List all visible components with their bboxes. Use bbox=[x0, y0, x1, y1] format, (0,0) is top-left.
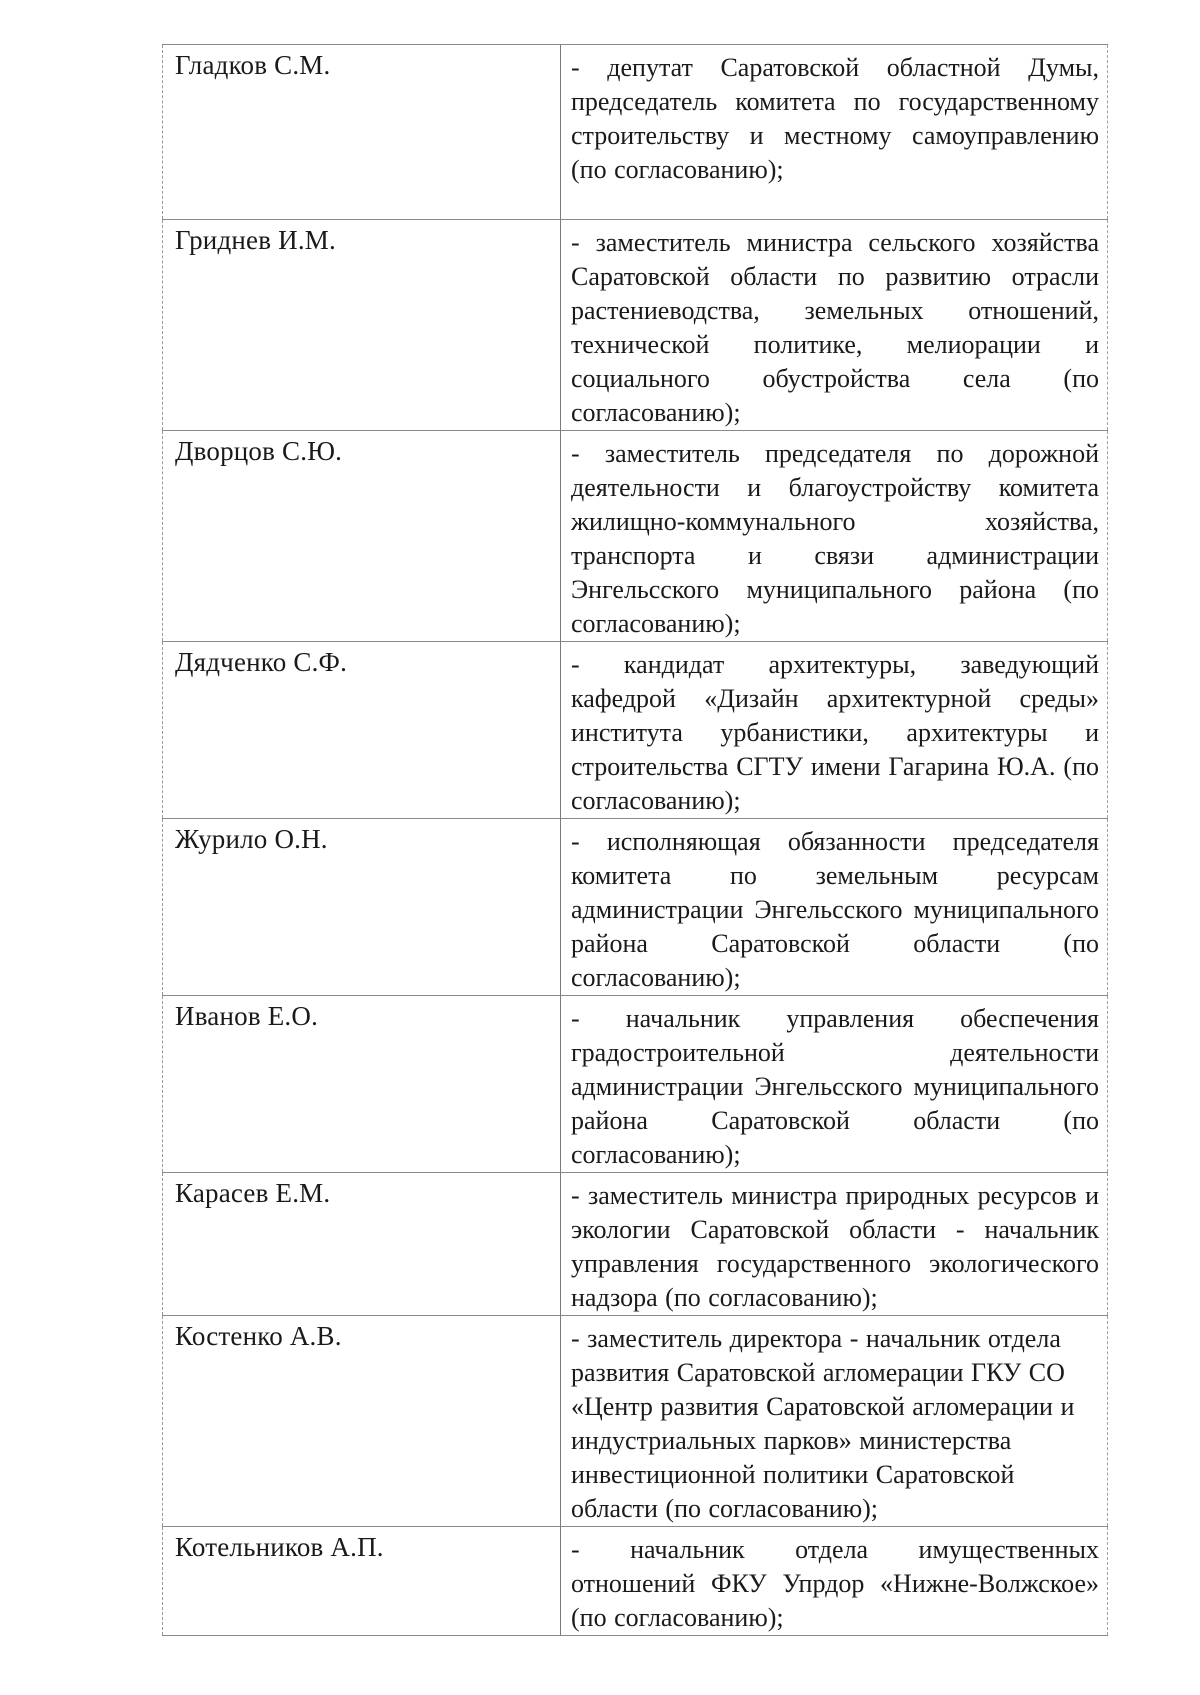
member-role-cell bbox=[561, 642, 1108, 819]
member-name: Дворцов С.Ю. bbox=[175, 436, 343, 466]
member-role-cell bbox=[561, 1527, 1108, 1636]
member-name-cell bbox=[163, 642, 561, 819]
member-role: - заместитель министра природных ресурсов и экологии Саратовской области - начальник управления государственного экологического надзора (по согласованию); bbox=[571, 1181, 1099, 1312]
member-name: Карасев Е.М. bbox=[175, 1178, 331, 1208]
member-name-cell bbox=[163, 996, 561, 1173]
member-role-cell bbox=[561, 996, 1108, 1173]
member-name-cell bbox=[163, 1173, 561, 1316]
member-name: Дядченко С.Ф. bbox=[175, 647, 348, 677]
table-row bbox=[163, 220, 1108, 431]
member-role: - исполняющая обязанности председателя комитета по земельным ресурсам администрации Энгельсского муниципального района Саратовской области (по согласованию); bbox=[571, 827, 1099, 992]
member-name-cell bbox=[163, 1316, 561, 1527]
member-name: Котельников А.П. bbox=[175, 1532, 384, 1562]
member-role: - кандидат архитектуры, заведующий кафедрой «Дизайн архитектурной среды» института урбанистики, архитектуры и строительства СГТУ имени Гагарина Ю.А. (по согласованию); bbox=[571, 650, 1099, 815]
member-role: - начальник отдела имущественных отношений ФКУ Упрдор «Нижне-Волжское» (по согласованию); bbox=[571, 1535, 1099, 1632]
table-row bbox=[163, 1173, 1108, 1316]
member-name: Журило О.Н. bbox=[175, 824, 328, 854]
member-role: - заместитель министра сельского хозяйства Саратовской области по развитию отрасли растениеводства, земельных отношений, технической политике, мелиорации и социального обустройства села (по согласованию); bbox=[571, 228, 1099, 427]
commission-members-table bbox=[162, 44, 1108, 1636]
member-name-cell bbox=[163, 819, 561, 996]
member-role: - депутат Саратовской областной Думы, председатель комитета по государственному строительству и местному самоуправлению (по согласованию); bbox=[571, 53, 1099, 184]
member-name-cell bbox=[163, 1527, 561, 1636]
member-role-cell bbox=[561, 819, 1108, 996]
member-name-cell bbox=[163, 220, 561, 431]
member-role-cell bbox=[561, 45, 1108, 220]
member-role-cell bbox=[561, 220, 1108, 431]
table-row bbox=[163, 1316, 1108, 1527]
table-row bbox=[163, 1527, 1108, 1636]
member-name: Гладков С.М. bbox=[175, 50, 331, 80]
member-role-cell bbox=[561, 1316, 1108, 1527]
member-name-cell bbox=[163, 431, 561, 642]
table-row bbox=[163, 642, 1108, 819]
member-role: - начальник управления обеспечения градостроительной деятельности администрации Энгельсского муниципального района Саратовской области (по согласованию); bbox=[571, 1004, 1099, 1169]
member-role-cell bbox=[561, 431, 1108, 642]
table-row bbox=[163, 996, 1108, 1173]
table-row bbox=[163, 45, 1108, 220]
table-row bbox=[163, 431, 1108, 642]
member-role-cell bbox=[561, 1173, 1108, 1316]
member-role: - заместитель председателя по дорожной деятельности и благоустройству комитета жилищно-коммунального хозяйства, транспорта и связи администрации Энгельсского муниципального района (по согласованию); bbox=[571, 439, 1099, 638]
member-name-cell bbox=[163, 45, 561, 220]
member-role: - заместитель директора - начальник отдела развития Саратовской агломерации ГКУ СО «Центр развития Саратовской агломерации и индустриальных парков» министерства инвестиционной политики Саратовской области (по согласованию); bbox=[571, 1324, 1075, 1523]
member-name: Иванов Е.О. bbox=[175, 1001, 319, 1031]
member-name: Гриднев И.М. bbox=[175, 225, 336, 255]
table-row bbox=[163, 819, 1108, 996]
member-name: Костенко А.В. bbox=[175, 1321, 342, 1351]
